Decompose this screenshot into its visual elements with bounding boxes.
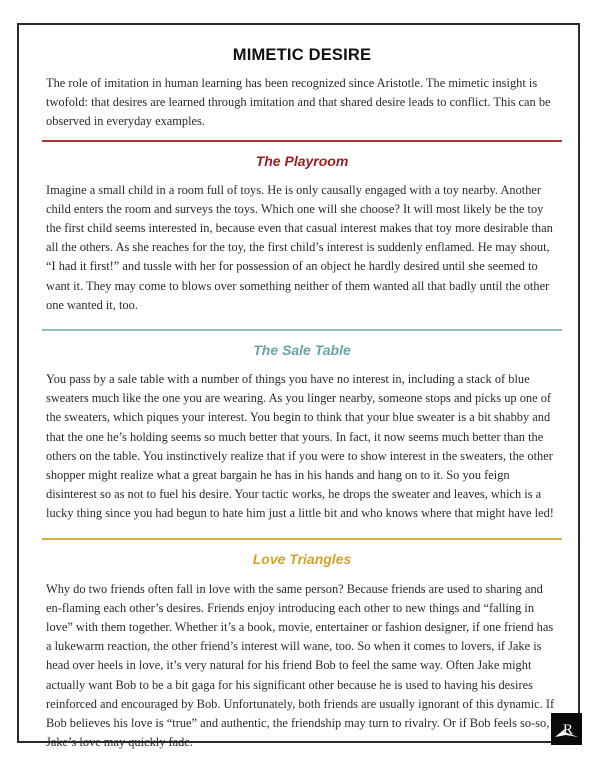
section-divider-sale-table bbox=[42, 329, 562, 331]
section-heading-love-triangles: Love Triangles bbox=[252, 550, 352, 567]
section-text-love-triangles: Why do two friends often fall in love with the same person? Because friends are used to sharing and en-flaming each other’s desires. Friends enjoy introducing each other to new things and “falling in love” with them together. Whether it’s a book, movie, entertainer or fashion designer, if one friend has a lukewarm reaction, the other friend’s interest will wane, too. So when it comes to lovers, if Jake is head over heels in love, it’s very natural for his friend Bob to feel the same way. Often Jake might actually want Bob to be a bit gaga for his significant other because he is used to having his desires reinforced and encouraged by Bob. Unfortunately, both friends are usually ignorant of this dynamic. If Bob believes his love is “true” and authentic, the friendship may turn to rivalry. Or if Bob feels so-so, Jake’s love may quickly fade. bbox=[46, 581, 555, 750]
section-divider-love-triangles bbox=[42, 538, 562, 540]
section-heading-sale-table: The Sale Table bbox=[253, 342, 351, 359]
section-text-playroom: Imagine a small child in a room full of toys. He is only causally engaged with a toy nearby. Another child enters the room and surveys the toys. Which one will she choose? It will most likely be the toy the first child seems interested in, because even that casual interest makes that toy more desirable than all the others. As she reaches for the toy, the first child’s interest is suddenly enflamed. He may shout, “I had it first!” and tussle with her for possession of an object he hardly desired until she seemed to want it. They may come to blows over something neither of them wanted all that badly until the other one wanted it, too. bbox=[46, 182, 553, 312]
intro-paragraph: The role of imitation in human learning has been recognized since Aristotle. The mimetic insight is twofold: that desires are learned through imitation and that shared desire leads to conflict. This can be observed in everyday examples. bbox=[46, 76, 551, 129]
document-title: MIMETIC DESIRE bbox=[232, 46, 372, 64]
logo-letter: R bbox=[562, 722, 574, 738]
r-mountain-logo-icon bbox=[551, 713, 582, 745]
document-content bbox=[46, 44, 558, 752]
section-heading-playroom: The Playroom bbox=[255, 152, 349, 169]
section-text-sale-table: You pass by a sale table with a number of things you have no interest in, including a stack of blue sweaters much like the one you are wearing. As you linger nearby, someone stops and picks up one of the sweaters, which piques your interest. You begin to think that your blue sweater is a bit shabby and that the one he’s holding seems so much better that yours. In fact, it now seems much better than the others on the table. You instinctively realize that if you were to show interest in the sweaters, the other shopper might realize what a great bargain he has in his hands and hang on to it. So you feign disinterest so as not to fuel his desire. Your tactic works, he drops the sweater and leaves, which is a lucky thing since you had begun to hate him just a little bit and who knows where that might have led! bbox=[46, 372, 554, 521]
section-divider-playroom bbox=[42, 140, 562, 142]
logo-graphic bbox=[551, 713, 582, 745]
